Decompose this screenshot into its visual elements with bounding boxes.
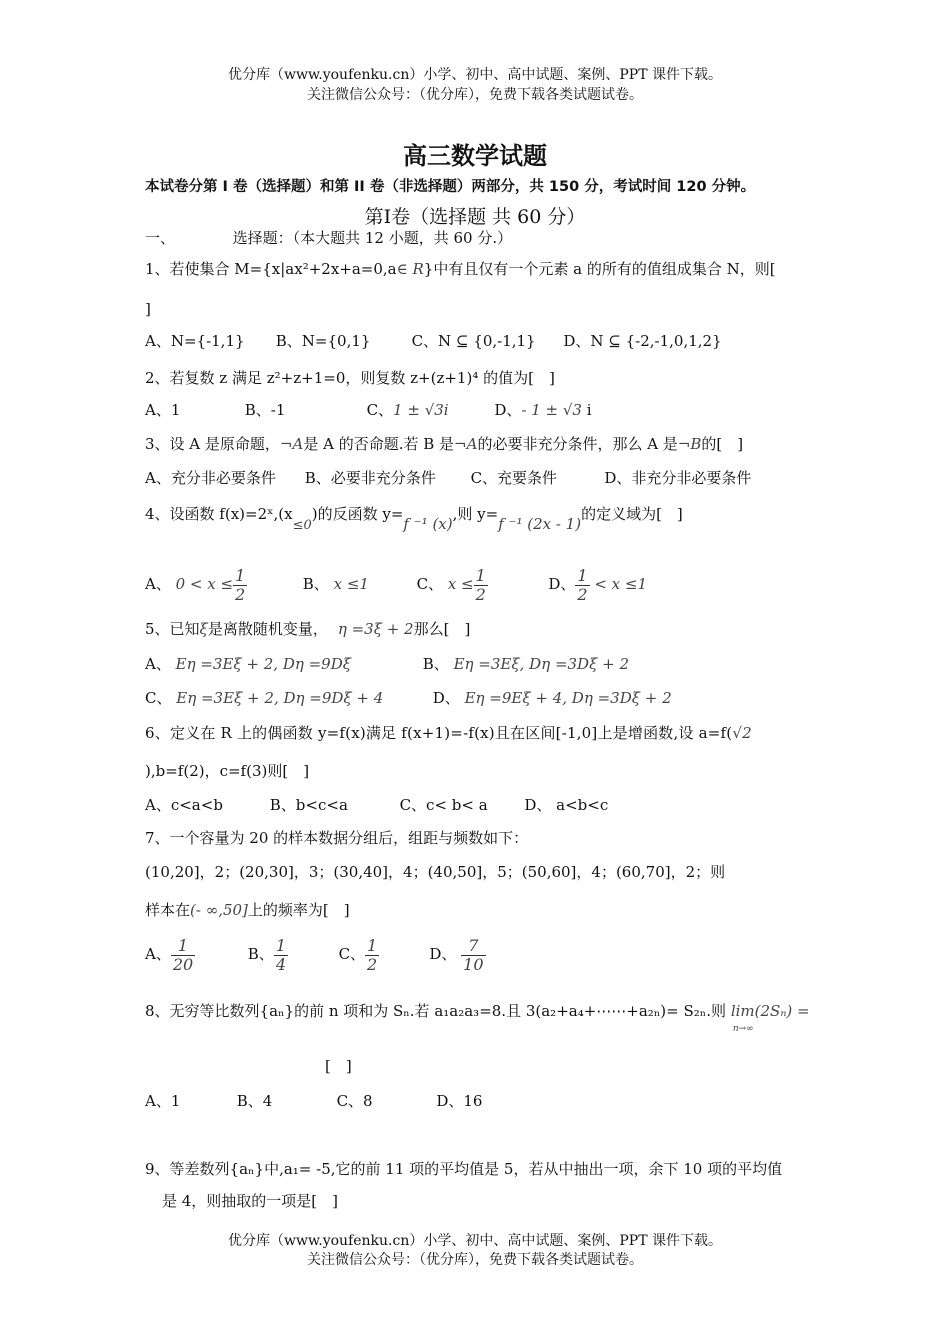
q6-part-2: ),b=f(2)，c=f(3)则[ ]	[145, 762, 310, 780]
q2-option-a: A、1	[145, 401, 181, 419]
q1-in-r: ∈ R	[396, 260, 424, 278]
q7-option-d-fraction: $\frac{7}{10}$	[463, 935, 484, 974]
q4-option-c: C、	[416, 575, 444, 593]
q3-part-2: 是 A 的否命题.若 B 是	[303, 435, 455, 453]
q6-option-a: A、c<a<b	[145, 796, 223, 814]
q1-option-a: A、N={-1,1}	[145, 332, 245, 350]
q4-part-1: 4、设函数 f(x)=2ˣ,(x	[145, 505, 293, 523]
q7-part-3: 上的频率为[ ]	[247, 901, 350, 919]
q5-option-a: A、	[145, 655, 171, 673]
part-label: 选择题：（本大题共 12 小题，共 60 分.）	[232, 229, 513, 247]
q7-interval: (- ∞,50]	[190, 901, 248, 919]
q2-option-d: D、	[494, 401, 522, 419]
page-title: 高三数学试题	[403, 142, 547, 170]
q3-part-3: 的必要非充分条件，那么 A 是	[477, 435, 678, 453]
q3-not-b: ¬B	[677, 435, 702, 453]
q3-part-1: 3、设 A 是原命题，	[145, 435, 280, 453]
q1-stem-a: 1、若使集合 M={x|ax²+2x+a=0,a	[145, 260, 397, 278]
question-8-options	[145, 1090, 482, 1112]
header-line-2: 关注微信公众号：（优分库），免费下载各类试题试卷。	[307, 87, 643, 103]
q8-option-c: C、8	[336, 1092, 373, 1110]
q6-option-c: C、c< b< a	[399, 796, 488, 814]
q4-inverse-fn-2: f ⁻¹ (2x - 1)	[498, 515, 582, 533]
question-9-line-1: 9、等差数列{aₙ}中,a₁= -5,它的前 11 项的平均值是 5，若从中抽出一项，余下 10 项的平均值	[145, 1160, 783, 1178]
question-9-line-2: 是 4，则抽取的一项是[ ]	[162, 1192, 339, 1210]
q1-stem-b: }中有且仅有一个元素 a 的所有的值组成集合 N，则[	[423, 260, 776, 278]
q5-eta: η =3ξ + 2	[337, 620, 414, 638]
question-7-ask	[145, 899, 350, 921]
q1-option-b: B、N={0,1}	[275, 332, 371, 350]
q4-part-3: ,则 y=	[452, 505, 499, 523]
q7-groups: (10,20]，2；(20,30]，3；(30,40]，4；(40,50]，5；(50,60]，4；(60,70]，2；则	[145, 863, 726, 881]
q3-not-a-2: ¬A	[454, 435, 478, 453]
q4-option-d: D、	[548, 575, 576, 593]
q3-option-a: A、充分非必要条件	[145, 469, 276, 487]
q8-bracket: [ ]	[325, 1057, 352, 1075]
q1-option-d: D、N ⊆ {-2,-1,0,1,2}	[563, 332, 722, 350]
q4-option-d-expr: < x ≤1	[594, 575, 648, 593]
q3-option-d: D、非充分非必要条件	[604, 469, 752, 487]
q6-option-d: D、 a<b<c	[524, 796, 609, 814]
footer-line-1: 优分库（www.youfenku.cn）小学、初中、高中试题、案例、PPT 课件下载。	[227, 1233, 722, 1249]
q5-option-a-expr: Eη =3Eξ + 2, Dη =9Dξ	[175, 655, 352, 673]
q7-option-a-fraction: $\frac{1}{20}$	[172, 935, 194, 974]
q7-option-d: D、	[429, 945, 457, 963]
q1-bracket-close: ]	[145, 300, 151, 318]
q8-option-d: D、16	[436, 1092, 483, 1110]
exam-intro: 本试卷分第 I 卷（选择题）和第 II 卷（非选择题）两部分，共 150 分，考试时间 120 分钟。	[145, 179, 756, 195]
q4-option-a: A、	[145, 575, 171, 593]
question-1-options	[145, 330, 722, 352]
question-7-options	[145, 934, 486, 974]
q3-option-b: B、必要非充分条件	[304, 469, 436, 487]
q4-option-c-fraction: $\frac{1}{2}$	[475, 565, 486, 604]
question-2-stem: 2、若复数 z 满足 z²+z+1=0，则复数 z+(z+1)⁴ 的值为[ ]	[145, 369, 555, 387]
header-line-1: 优分库（www.youfenku.cn）小学、初中、高中试题、案例、PPT 课件下载。	[227, 67, 722, 83]
q7-option-a: A、	[145, 945, 171, 963]
question-3-stem	[145, 433, 743, 455]
q8-limit: lim(2Sₙ) =	[730, 1002, 810, 1020]
q2-option-d-suffix: i	[586, 401, 592, 419]
q5-part-3: 那么[ ]	[413, 620, 471, 638]
q2-option-b: B、-1	[244, 401, 286, 419]
q7-option-c-fraction: $\frac{1}{2}$	[367, 935, 378, 974]
q4-option-b-expr: x ≤1	[333, 575, 369, 593]
q7-part-2: 样本在	[145, 901, 191, 919]
question-8-stem	[145, 1000, 810, 1034]
q4-inverse-fn: f ⁻¹ (x)	[403, 515, 453, 533]
question-5-options-row-2	[145, 687, 672, 709]
q4-option-c-expr: x ≤	[447, 575, 474, 593]
question-2-options	[145, 399, 592, 421]
q5-xi: ξ	[199, 620, 208, 638]
q6-option-b: B、b<c<a	[269, 796, 348, 814]
q6-part-1: 6、定义在 R 上的偶函数 y=f(x)满足 f(x+1)=-f(x)且在区间[-1,0]上是增函数,设 a=f(	[145, 724, 733, 742]
q7-option-b-fraction: $\frac{1}{4}$	[275, 935, 286, 974]
q8-limit-subscript: n→∞	[732, 1024, 754, 1034]
q5-option-b: B、	[422, 655, 449, 673]
q5-option-b-expr: Eη =3Eξ, Dη =3Dξ + 2	[453, 655, 629, 673]
part-heading	[145, 227, 512, 249]
q1-option-c: C、N ⊆ {0,-1,1}	[411, 332, 536, 350]
q8-option-a: A、1	[145, 1092, 181, 1110]
q5-option-d-expr: Eη =9Eξ + 4, Dη =3Dξ + 2	[464, 689, 672, 707]
q5-option-c: C、	[145, 689, 172, 707]
q2-option-c: C、	[366, 401, 394, 419]
q7-option-b: B、	[247, 945, 274, 963]
q3-not-a: ¬A	[279, 435, 304, 453]
q7-option-c: C、	[338, 945, 366, 963]
q5-option-c-expr: Eη =3Eξ + 2, Dη =9Dξ + 4	[176, 689, 384, 707]
question-5-stem	[145, 618, 470, 640]
q4-option-a-expr: 0 < x ≤	[175, 575, 234, 593]
question-7-stem: 7、一个容量为 20 的样本数据分组后，组距与频数如下：	[145, 829, 529, 847]
footer-line-2: 关注微信公众号：（优分库），免费下载各类试题试卷。	[307, 1252, 643, 1268]
q4-option-b: B、	[302, 575, 329, 593]
q5-part-1: 5、已知	[145, 620, 200, 638]
q3-part-4: 的[ ]	[701, 435, 744, 453]
question-4-stem	[145, 503, 683, 537]
q2-option-c-expr: 1 ± √3i	[393, 401, 449, 419]
q3-option-c: C、充要条件	[470, 469, 558, 487]
q4-le-zero: ≤0	[292, 518, 312, 533]
question-1-stem	[145, 258, 776, 280]
q2-option-d-expr: - 1 ± √3	[521, 401, 582, 419]
question-6-stem	[145, 722, 752, 744]
q8-stem-text: 8、无穷等比数列{aₙ}的前 n 项和为 Sₙ.若 a₁a₂a₃=8.且 3(a₂+a₄+⋯⋯+a₂ₙ)= S₂ₙ.则	[145, 1002, 727, 1020]
q8-option-b: B、4	[236, 1092, 273, 1110]
part-number: 一、	[145, 229, 176, 247]
question-5-options-row-1	[145, 653, 629, 675]
q4-option-a-fraction: $\frac{1}{2}$	[235, 565, 246, 604]
q5-part-2: 是离散随机变量，	[207, 620, 328, 638]
question-4-options	[145, 564, 647, 604]
q4-part-2: )的反函数 y=	[311, 505, 404, 523]
q4-part-4: 的定义域为[ ]	[581, 505, 683, 523]
q5-option-d: D、	[432, 689, 460, 707]
q6-sqrt2: √2	[732, 724, 752, 742]
question-6-options	[145, 794, 608, 816]
section-title: 第Ⅰ卷（选择题 共 60 分）	[364, 206, 586, 228]
q4-option-d-fraction: $\frac{1}{2}$	[577, 565, 588, 604]
question-3-options	[145, 467, 751, 489]
